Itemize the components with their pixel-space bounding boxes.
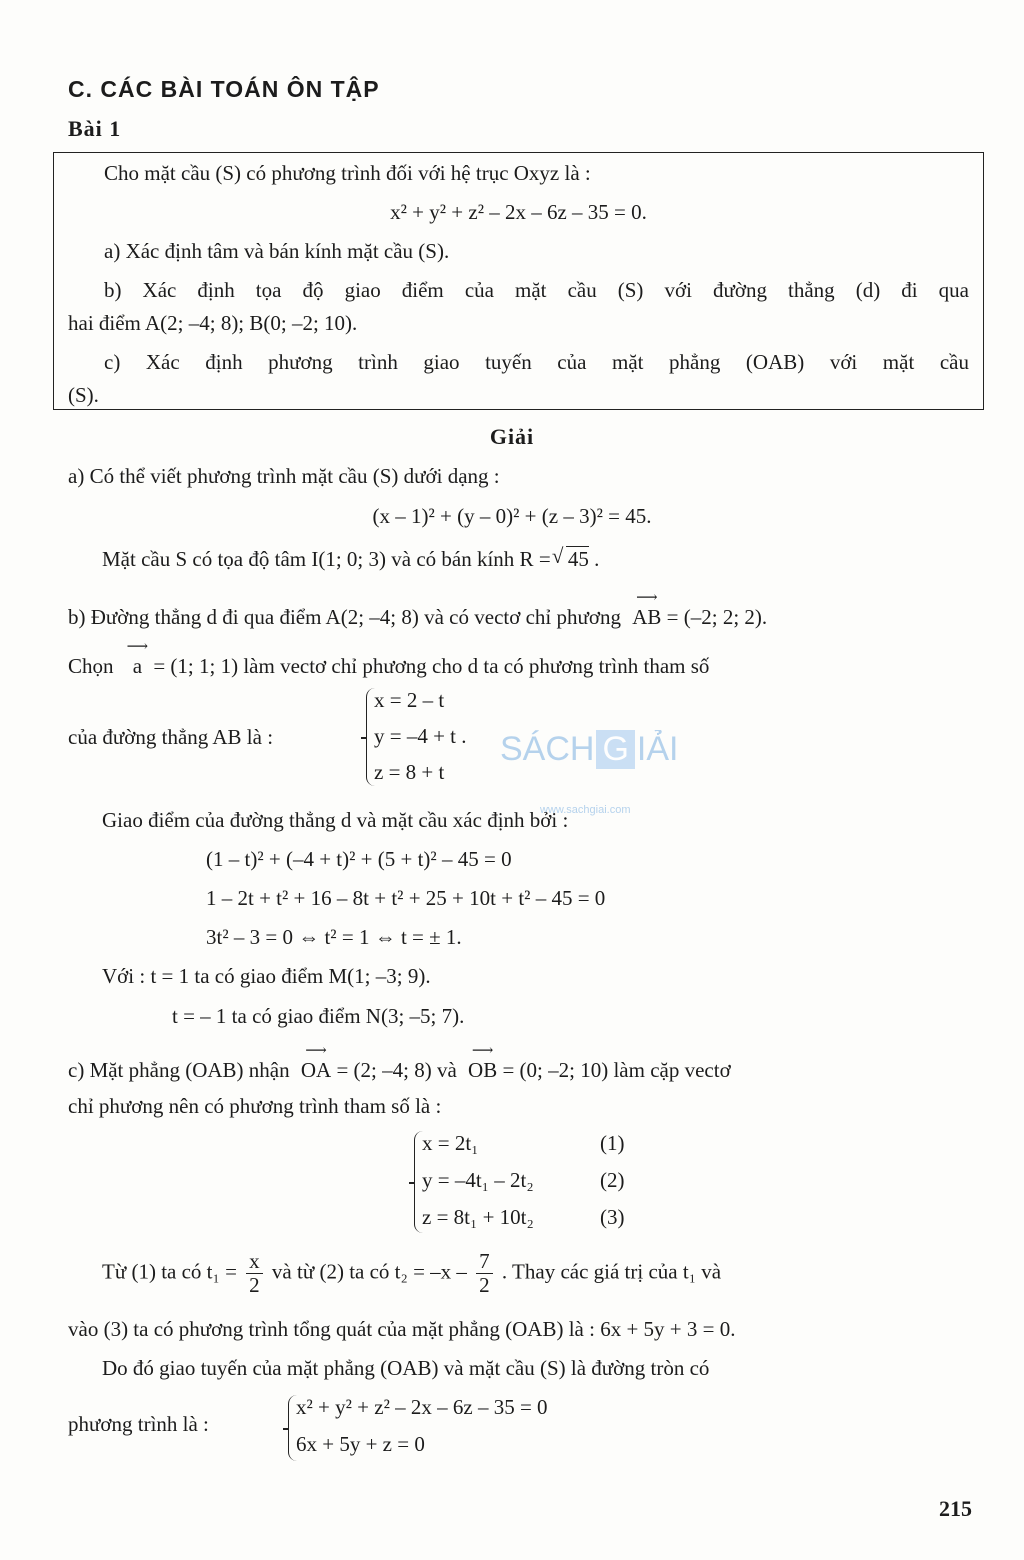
problem-part-b-line1: b) Xác định tọa độ giao điểm của mặt cầu (S) với đường thẳng (d) đi qua <box>104 278 969 302</box>
solution-heading: Giải <box>489 424 535 449</box>
system-ab-eq2: y = –4 + t . <box>374 724 467 748</box>
problem-part-c-line2: (S). <box>68 383 99 407</box>
solution-c-from3: . Thay các giá trị của t₁ và <box>501 1259 722 1284</box>
problem-part-b-line2: hai điểm A(2; –4; 8); B(0; –2; 10). <box>68 311 358 335</box>
solution-c-line1 <box>68 1058 731 1083</box>
system-oab-eq1: x = 2t₁ <box>422 1131 479 1155</box>
solution-c-line1-end: = (0; –2; 10) làm cặp vectơ <box>502 1058 731 1082</box>
problem-box <box>53 152 984 410</box>
problem-intro: Cho mặt cầu (S) có phương trình đối với hệ trục Oxyz là : <box>104 161 591 185</box>
solution-c-line1-mid: = (2; –4; 8) và <box>336 1058 457 1082</box>
fraction-x-numerator: x <box>246 1250 263 1274</box>
system-oab-eq2: y = –4t₁ – 2t₂ <box>422 1168 534 1192</box>
final-eq2: 6x + 5y + z = 0 <box>296 1432 425 1456</box>
solution-b-eq2: 1 – 2t + t² + 16 – 8t + t² + 25 + 10t + t² – 45 = 0 <box>206 886 606 910</box>
system-oab-eq3: z = 8t₁ + 10t₂ <box>422 1205 534 1229</box>
fraction-7-numerator: 7 <box>476 1250 493 1274</box>
solution-b-eq3: 3t² – 3 = 0 ⇔ t² = 1 ⇔ t = ± 1. <box>206 925 462 949</box>
sqrt-45: √ 45 <box>566 546 589 572</box>
solution-c-line1-text: c) Mặt phẳng (OAB) nhận <box>68 1058 290 1082</box>
fraction-7-over-2 <box>476 1250 493 1297</box>
solution-b-line2-end: = (1; 1; 1) làm vectơ chỉ phương cho d ta có phương trình tham số <box>153 654 710 678</box>
vector-ab: ⟶ AB <box>632 605 661 630</box>
watermark-left: SÁCH <box>500 730 595 768</box>
solution-b-line1 <box>68 605 767 630</box>
solution-a-line1: a) Có thể viết phương trình mặt cầu (S) dưới dạng : <box>68 464 500 488</box>
system-oab-tag1: (1) <box>600 1131 625 1155</box>
system-ab-eq1: x = 2 – t <box>374 688 445 712</box>
solution-b-line1-text: b) Đường thẳng d đi qua điểm A(2; –4; 8) và có vectơ chỉ phương <box>68 605 621 629</box>
solution-c-line4: vào (3) ta có phương trình tổng quát của mặt phẳng (OAB) là : 6x + 5y + 3 = 0. <box>68 1317 736 1341</box>
solution-a-line2-end: . <box>594 547 600 571</box>
system-oab-tag2: (2) <box>600 1168 625 1192</box>
system-ab-eq3: z = 8 + t <box>374 760 445 784</box>
problem-part-c-line1: c) Xác định phương trình giao tuyến của mặt phẳng (OAB) với mặt cầu <box>104 350 969 374</box>
exercise-label: Bài 1 <box>68 116 122 141</box>
system-oab-tag3: (3) <box>600 1205 625 1229</box>
vector-oa: ⟶ OA <box>301 1058 331 1083</box>
watermark-g: G <box>596 730 634 769</box>
problem-equation: x² + y² + z² – 2x – 6z – 35 = 0. <box>390 200 647 224</box>
vector-a: ⟶ a <box>133 654 142 679</box>
solution-c-line2: chỉ phương nên có phương trình tham số là : <box>68 1094 442 1118</box>
solution-b-point-n: t = – 1 ta có giao điểm N(3; –5; 7). <box>172 1004 465 1028</box>
watermark-logo <box>500 730 679 816</box>
watermark-url: www.sachgiai.com <box>540 804 631 816</box>
solution-a-equation: (x – 1)² + (y – 0)² + (z – 3)² = 45. <box>372 504 652 528</box>
vector-ob: ⟶ OB <box>468 1058 497 1083</box>
solution-b-line1-end: = (–2; 2; 2). <box>666 605 768 629</box>
solution-b-line3: của đường thẳng AB là : <box>68 725 274 749</box>
solution-c-substitution <box>102 1250 721 1297</box>
solution-b-line2 <box>68 654 970 679</box>
page-number: 215 <box>939 1496 972 1521</box>
problem-part-a: a) Xác định tâm và bán kính mặt cầu (S). <box>104 239 450 263</box>
solution-c-from2: và từ (2) ta có t₂ = –x – <box>271 1259 467 1284</box>
fraction-7-denominator: 2 <box>479 1273 490 1298</box>
solution-b-point-m: Với : t = 1 ta có giao điểm M(1; –3; 9). <box>102 964 431 988</box>
solution-b-intersection-intro: Giao điểm của đường thẳng d và mặt cầu xác định bởi : <box>102 808 569 832</box>
solution-c-line6: phương trình là : <box>68 1412 209 1436</box>
solution-a-line2 <box>102 546 599 572</box>
solution-c-from1: Từ (1) ta có t₁ = <box>102 1259 237 1284</box>
section-title: C. CÁC BÀI TOÁN ÔN TẬP <box>68 76 380 102</box>
solution-a-line2-text: Mặt cầu S có tọa độ tâm I(1; 0; 3) và có bán kính R = <box>102 547 551 571</box>
solution-b-eq1: (1 – t)² + (–4 + t)² + (5 + t)² – 45 = 0 <box>206 847 512 871</box>
fraction-x-denominator: 2 <box>249 1273 260 1298</box>
solution-c-line5: Do đó giao tuyến của mặt phẳng (OAB) và mặt cầu (S) là đường tròn có <box>102 1356 710 1380</box>
fraction-x-over-2 <box>246 1250 263 1297</box>
solution-b-line2-text: Chọn <box>68 654 114 678</box>
watermark-right: IẢI <box>636 730 679 768</box>
final-eq1: x² + y² + z² – 2x – 6z – 35 = 0 <box>296 1395 548 1419</box>
